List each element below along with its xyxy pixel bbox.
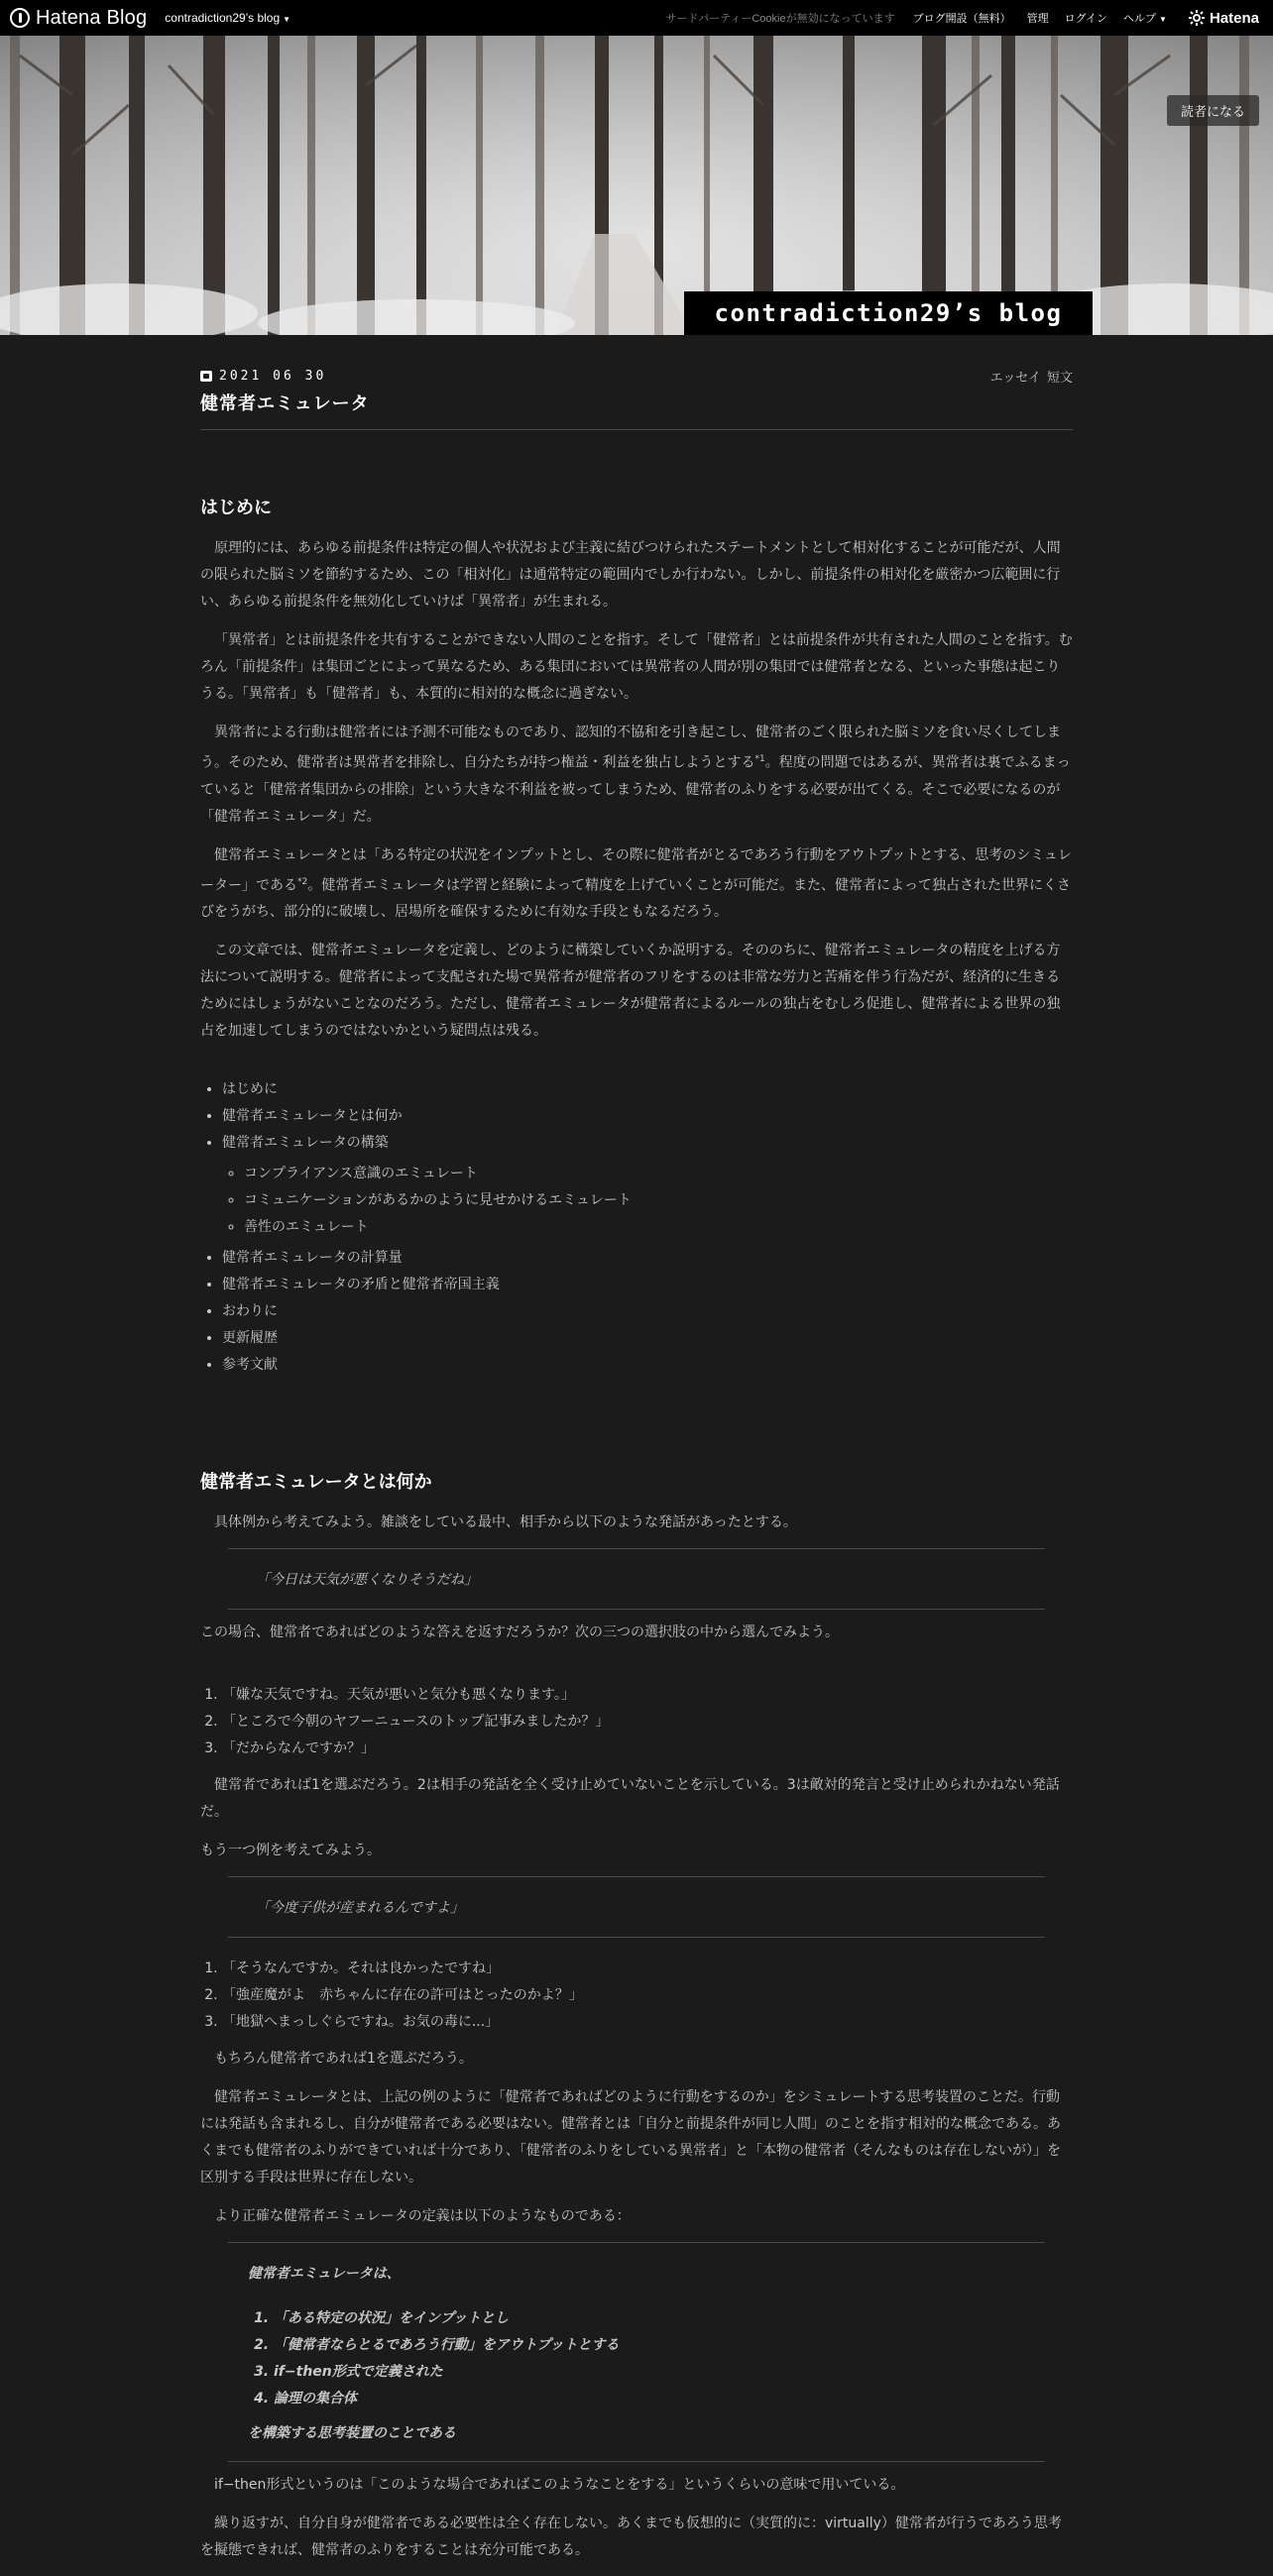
- paragraph: 具体例から考えてみよう。雑談をしている最中、相手から以下のような発話があったとする。: [214, 1514, 797, 1531]
- blog-switcher-label: contradiction29’s blog: [165, 11, 281, 25]
- blockquote: 「今日は天気が悪くなりそうだね」: [228, 1548, 1045, 1610]
- global-header: [0, 0, 1273, 36]
- paragraph: 健常者エミュレータとは、上記の例のように「健常者であればどのように行動をするのか」をシミュレートする思考装置のことだ。行動には発話も含まれるし、自分が健常者である必要はない。健常者とは「自分と前提条件が同じ人間」のことを指す相対的な概念である。あくまでも健常者のふりができていれば十分であり、「健常者のふりをしている異常者」と「本物の健常者（そんなものは存在しないが）」を区別する手段は世界に存在しない。: [200, 2089, 1061, 2186]
- footnote-link[interactable]: *2: [297, 876, 308, 887]
- toc-item: [222, 1352, 1073, 1379]
- category-link[interactable]: 短文: [1046, 371, 1073, 386]
- list-item: 1. 「ある特定の状況」をインプットとし: [274, 2305, 1045, 2332]
- title-divider: [200, 429, 1073, 430]
- toc-link[interactable]: はじめに: [222, 1081, 278, 1098]
- toc-link[interactable]: 健常者エミュレータの矛盾と健常者帝国主義: [222, 1277, 500, 1293]
- list-item: 4. 論理の集合体: [274, 2386, 1045, 2412]
- entry-article: [200, 367, 1073, 2576]
- list-item: 1. 「嫌な天気ですね。天気が悪いと気分も悪くなります。」: [222, 1682, 1073, 1709]
- paragraph-text: 。健常者エミュレータは学習と経験によって精度を上げていくことが可能だ。また、健常者によって独占された世界にくさびをうがち、部分的に破壊し、居場所を確保するために有効な手段ともなるだろう。: [200, 877, 1071, 921]
- paragraph-text: 異常者による行動は健常者には予測不可能なものであり、認知的不協和を引き起こし、健常者のごく限られた脳ミソを食い尽くしてしまう。そのため、健常者は異常者を排除し、自分たちが持つ権益・利益を独占しようとする: [200, 725, 1061, 771]
- paragraph: if−then形式というのは「このような場合であればこのようなことをする」というくらいの意味で用いている。: [214, 2477, 905, 2494]
- paragraph: この文章では、健常者エミュレータを定義し、どのように構築していくか説明する。そののちに、健常者エミュレータの精度を上げる方法について説明する。健常者によって支配された場で異常者が健常者のフリをするのは非常な労力と苦痛を伴う行為だが、経済的に生きるためにはしょうがないことなのだろう。ただし、健常者エミュレータが健常者によるルールの独占をむしろ促進し、健常者による世界の独占を加速してしまうのではないかという疑問点は残る。: [200, 943, 1061, 1040]
- definition-blockquote: [228, 2242, 1045, 2462]
- definition-tail: を構築する思考装置のことである: [248, 2425, 456, 2442]
- toc-link[interactable]: 健常者エミュレータとは何か: [222, 1108, 403, 1125]
- paragraph-text: 健常者エミュレータとは「ある特定の状況をインプットとし、その際に健常者がとるであろう行動をアウトプットとする、思考のシミュレーター」である: [200, 846, 1072, 894]
- toc-subitem: [244, 1187, 1073, 1214]
- definition-list: [248, 2305, 1045, 2412]
- toc-item: [222, 1076, 1073, 1103]
- list-item: 3. 「だからなんですか？」: [222, 1736, 1073, 1762]
- category-link[interactable]: エッセイ: [989, 371, 1041, 386]
- toc-link[interactable]: 健常者エミュレータの構築: [222, 1135, 389, 1152]
- toc-link[interactable]: 健常者エミュレータの計算量: [222, 1250, 403, 1267]
- paragraph: [200, 842, 1073, 927]
- hatena-gear-icon: [1189, 10, 1205, 26]
- open-blog-link[interactable]: ブログ開設（無料）: [912, 13, 1011, 25]
- blockquote: 「今度子供が産まれるんですよ」: [228, 1876, 1045, 1938]
- calendar-icon: [200, 371, 212, 382]
- entry-categories: [990, 367, 1073, 386]
- paragraph: もう一つ例を考えてみよう。: [200, 1843, 381, 1859]
- header-image: [0, 36, 1273, 335]
- toc-item: [222, 1298, 1073, 1325]
- toc-link[interactable]: 善性のエミュレート: [244, 1219, 369, 1236]
- paragraph: 原理的には、あらゆる前提条件は特定の個人や状況および主義に結びつけられたステートメントとして相対化することが可能だが、人間の限られた脳ミソを節約するため、この「相対化」は通常特定の範囲内でしか行わない。しかし、前提条件の相対化を厳密かつ広範囲に行い、あらゆる前提条件を無効化していけば「異常者」が生まれる。: [200, 540, 1061, 610]
- toc-link[interactable]: 参考文献: [222, 1357, 278, 1374]
- list-item: 1. 「そうなんですか。それは良かったですね」: [222, 1956, 1073, 1982]
- list-item: 3. if−then形式で定義された: [274, 2359, 1045, 2386]
- entry-date[interactable]: [200, 369, 326, 384]
- hatena-brand-text: Hatena: [1209, 9, 1259, 27]
- hatena-brand-link[interactable]: [1189, 10, 1259, 27]
- paragraph: [200, 720, 1073, 831]
- subscribe-button[interactable]: 読者になる: [1167, 95, 1259, 126]
- footnote-link[interactable]: *1: [754, 754, 765, 764]
- list-item: 3. 「地獄へまっしぐらですね。お気の毒に...」: [222, 2009, 1073, 2036]
- blog-switcher[interactable]: [165, 11, 290, 25]
- frosted-forest-illustration: [0, 36, 1273, 335]
- toc-item: [222, 1325, 1073, 1352]
- paragraph: より正確な健常者エミュレータの定義は以下のようなものである：: [214, 2208, 631, 2225]
- section-heading: はじめに: [200, 498, 272, 518]
- blog-title[interactable]: contradiction29’s blog: [684, 291, 1093, 335]
- caret-down-icon: ▼: [283, 15, 291, 24]
- toc-item: [222, 1272, 1073, 1298]
- toc-subitem: [244, 1214, 1073, 1241]
- toc-item: [222, 1245, 1073, 1272]
- list-item: 2. 「ところで今朝のヤフーニュースのトップ記事みましたか？」: [222, 1709, 1073, 1736]
- entry-title[interactable]: 健常者エミュレータ: [200, 393, 370, 414]
- toc-subitem: [244, 1161, 1073, 1187]
- choice-list: [200, 1956, 1073, 2036]
- caret-down-icon: ▼: [1159, 15, 1167, 24]
- list-item: 2. 「健常者ならとるであろう行動」をアウトプットとする: [274, 2332, 1045, 2359]
- help-menu[interactable]: [1123, 10, 1167, 26]
- paragraph: 繰り返すが、自分自身が健常者である必要性は全く存在しない。あくまでも仮想的に（実質的に：virtually）健常者が行うであろう思考を擬態できれば、健常者のふりをすることは充分可能である。: [200, 2516, 1062, 2559]
- toc-link[interactable]: おわりに: [222, 1303, 278, 1320]
- paragraph: もちろん健常者であれば1を選ぶだろう。: [214, 2051, 473, 2068]
- toc-link[interactable]: 更新履歴: [222, 1330, 278, 1347]
- hatena-blog-logo-text: Hatena Blog: [36, 6, 148, 29]
- table-of-contents: [200, 1076, 1073, 1379]
- toc-item: [222, 1103, 1073, 1130]
- section-heading: 健常者エミュレータとは何か: [200, 1472, 432, 1494]
- list-item: 2. 「強産魔がよ 赤ちゃんに存在の許可はとったのかよ？」: [222, 1982, 1073, 2009]
- cookie-notice: サードパーティーCookieが無効になっています: [665, 13, 895, 25]
- entry-date-text: 2021 06 30: [219, 369, 327, 384]
- hatena-blog-mark-icon: [10, 8, 30, 28]
- paragraph-text: 。程度の問題ではあるが、異常者は裏でふるまっていると「健常者集団からの排除」という大きな不利益を被ってしまうため、健常者のふりをする必要が出てくる。そこで必要になるのが「健常者エミュレータ」だ。: [200, 754, 1071, 825]
- admin-link[interactable]: 管理: [1026, 13, 1049, 25]
- help-label: ヘルプ: [1123, 13, 1157, 25]
- paragraph: 「異常者」とは前提条件を共有することができない人間のことを指す。そして「健常者」とは前提条件が共有された人間のことを指す。むろん「前提条件」は集団ごとによって異なるため、ある集団においては異常者の人間が別の集団では健常者となる、といった事態は起こりうる。「異常者」も「健常者」も、本質的に相対的な概念に過ぎない。: [200, 632, 1073, 702]
- toc-link[interactable]: コンプライアンス意識のエミュレート: [244, 1166, 478, 1182]
- toc-item: [222, 1130, 1073, 1241]
- hatena-blog-logo[interactable]: [10, 7, 147, 30]
- definition-head: 健常者エミュレータは、: [248, 2266, 401, 2283]
- toc-link[interactable]: コミュニケーションがあるかのように見せかけるエミュレート: [244, 1192, 632, 1209]
- paragraph: 健常者であれば1を選ぶだろう。2は相手の発話を全く受け止めていないことを示している。3は敵対的発言と受け止められかねない発話だ。: [200, 1777, 1060, 1821]
- choice-list: [200, 1682, 1073, 1762]
- paragraph: この場合、健常者であればどのような答えを返すだろうか？次の三つの選択肢の中から選んでみよう。: [200, 1624, 839, 1641]
- login-link[interactable]: ログイン: [1064, 13, 1108, 25]
